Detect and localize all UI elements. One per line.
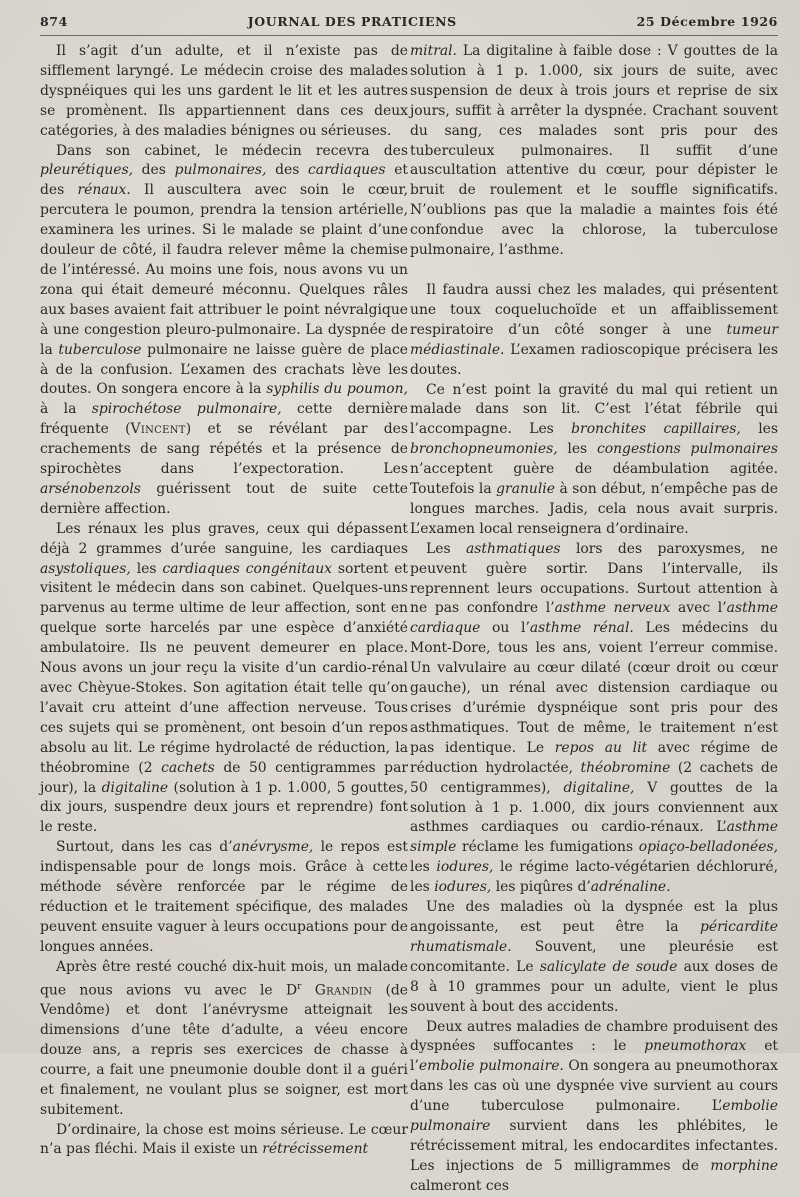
text-run: et des: [40, 162, 408, 199]
italic-term: anévrysme,: [232, 839, 314, 856]
text-run: les piqûres d’: [491, 879, 591, 896]
text-columns: [40, 42, 778, 1197]
text-run: (solution à 1 p. 1.000, 5 gouttes, dix jours, suspendre deux jours et reprendre) font le reste.: [40, 779, 408, 836]
text-run: Les médecins du Mont-Dore, tous les ans, voient l’erreur commise. Un valvulaire au cœur dilaté (cœur droit ou cœur gauche), un rénal avec distension cardiaque ou crises d’urémie dyspnéique sont pris pour des asthmatiques. Tout de même, le traitement n’est pas identique. Le: [410, 620, 778, 756]
text-run: le repos est indispensable pour de longs mois. Grâce à cette méthode sévère renforcée par le régime de réduction et le traitement spécifique, des malades peuvent ensuite vaguer à leurs occupations pour de longues années.: [40, 839, 408, 955]
italic-term: pleurétiques,: [40, 162, 133, 179]
text-run: guérissent tout de suite cette dernière affection.: [40, 480, 408, 517]
text-run: Dans son cabinet, le médecin recevra des: [56, 142, 408, 159]
italic-term: asthme cardiaque: [410, 600, 778, 637]
paragraph: [40, 520, 408, 839]
running-header: [40, 14, 778, 36]
text-run: de 50 centigrammes par jour), la: [40, 759, 408, 796]
text-run: avec régime de réduction hydrolactée,: [410, 739, 778, 776]
text-run: La digitaline à faible dose : V gouttes de la solution à 1 p. 1.000, six jours de suite, avec suspension de deux à trois jours et reprise de six jours, suffit à arrêter la dyspnée. Crachant souvent du sang, ces malades sont pris pour des tuberculeux pulmonaires. Il suffit d’une auscultation attentive du cœur, pour dépister le bruit de roulement et le souffle significatifs. N’oublions pas que la maladie a maintes fois été confondue avec la chlorose, la tuberculose pulmonaire, l’asthme.: [410, 43, 778, 259]
italic-term: embolie pulmonaire.: [418, 1058, 564, 1075]
italic-term: syphilis du poumon,: [266, 381, 408, 398]
journal-title: JOURNAL DES PRATICIENS: [247, 14, 457, 29]
issue-date: 25 Décembre 1926: [636, 14, 778, 29]
left-column: [40, 42, 408, 1197]
paragraph: [40, 1121, 408, 1161]
italic-term: salicylate de soude: [539, 958, 678, 975]
italic-term: tumeur médiastinale.: [410, 321, 778, 358]
text-run: L’examen radioscopique précisera les doutes.: [410, 341, 778, 378]
text-run: Il faudra aussi chez les malades, qui présentent une toux coqueluchoïde et un affaiblissement respiratoire d’un côté songer à une: [410, 281, 778, 338]
right-column: [410, 42, 778, 1197]
italic-term: asthme simple: [410, 819, 778, 856]
text-run: les: [410, 859, 437, 876]
italic-term: asthme nerveux: [554, 600, 671, 617]
paragraph: [410, 540, 778, 898]
page-number: 874: [40, 14, 68, 29]
text-run: Il s’agit d’un adulte, et il n’existe pas de sifflement laryngé. Le médecin croise des malades dyspnéiques qui les uns gardent le lit et les autres se promènent. Ils appartiennent dans ces deux catégories, à des maladies bénignes ou sérieuses.: [40, 43, 408, 139]
text-run: Ce n’est point la gravité du mal qui retient un malade dans son lit. C’est l’état fébrile qui l’accompagne. Les: [410, 381, 778, 438]
italic-term: tuberculose: [58, 341, 142, 358]
text-run: Surtout, dans les cas d’: [56, 839, 233, 856]
paragraph: [410, 1018, 778, 1197]
italic-term: rénaux.: [77, 182, 131, 199]
paragraph: [410, 381, 778, 540]
italic-term: cardiaques congénitaux: [162, 560, 332, 577]
italic-term: mitral.: [410, 43, 457, 59]
text-run: D’ordinaire, la chose est moins sérieuse. Le cœur n’a pas fléchi. Mais il existe un: [40, 1121, 408, 1158]
italic-term: arsénobenzols: [40, 480, 141, 497]
text-run: Les rénaux les plus graves, ceux qui dépassent déjà 2 grammes d’urée sanguine, les cardiaques: [40, 520, 408, 557]
text-run: Une des maladies où la dyspnée est la plus angoissante, est peut être la: [410, 899, 778, 935]
text-run: des: [133, 162, 175, 179]
italic-term: rétrécissement: [262, 1141, 369, 1158]
text-run: Grandin: [314, 982, 373, 999]
text-run: Après être resté couché dix-huit mois, un malade que nous avions vu avec le D: [40, 958, 408, 999]
text-run: réclame les fumigations: [456, 839, 639, 856]
italic-term: adrénaline.: [590, 879, 671, 896]
italic-term: bronchites capillaires,: [571, 421, 741, 438]
text-run: les: [130, 560, 163, 577]
paragraph: [410, 281, 778, 381]
text-run: des: [266, 162, 309, 179]
text-run: aux doses de 8 à 10 grammes pour un adulte, vient le plus souvent à bout des accidents.: [410, 958, 779, 1015]
italic-term: pulmonaires,: [174, 162, 267, 179]
text-run: les: [740, 421, 778, 438]
text-run: et l’: [410, 1038, 779, 1075]
italic-term: embolie pulmonaire: [410, 1098, 778, 1135]
text-run: r: [297, 981, 302, 992]
italic-term: digitaline: [101, 779, 169, 796]
text-run: On songera au pneumothorax dans les cas où une dyspnée vive survient au cours d’une tuberculose pulmonaire. L’: [410, 1058, 778, 1115]
text-run: Il auscultera avec soin le cœur, percutera le poumon, prendra la tension artérielle, examinera les urines. Si le malade se plaint d’une douleur de côté, il faudra relever même la chemise de l’intéressé. Au moins une fois, nous avons vu un zona qui était demeuré méconnu. Quelques râles aux bases avaient fait attribuer le point névralgique à une congestion pleuro-pulmonaire. La dyspnée de la: [40, 182, 409, 358]
text-run: n’acceptent guère de déambulation agitée. Toutefois la: [410, 461, 778, 498]
text-run: (2 cachets de 50 centigrammes),: [410, 759, 778, 796]
italic-term: iodures,: [436, 859, 494, 876]
text-run: calmeront ces: [410, 1177, 509, 1194]
text-run: (de Vendôme) et dont l’anévrysme atteignait les dimensions d’une tête d’adulte, a véeu encore douze ans, a repris ses exercices de chasse à courre, a fait une pneumonie double dont il a guéri et finalement, ne voulant plus se soigner, est mort subitement.: [40, 982, 409, 1118]
text-run: ) et se révélant par des crachements de sang répétés et la présence de spirochètes dans l’expectoration. Les: [40, 421, 408, 478]
text-run: Souvent, une pleurésie est concomitante. Le: [410, 938, 778, 975]
text-run: à son début, n’empêche pas de longues marches. Jadis, cela nous avait surpris. L’examen local renseignera d’ordinaire.: [410, 481, 778, 537]
paragraph: [410, 42, 778, 261]
text-run: lors des paroxysmes, ne peuvent guère sortir. Dans l’intervalle, ils reprennent leurs occupations. Surtout attention à ne pas confondre l’: [410, 540, 778, 617]
text-run: à la: [40, 401, 92, 418]
text-run: avec l’: [670, 600, 727, 617]
italic-term: péricardite rhumatismale.: [410, 918, 778, 955]
italic-term: granulie: [496, 481, 555, 498]
italic-term: asthme rénal.: [529, 620, 634, 637]
italic-term: pneumothorax: [644, 1038, 747, 1055]
paragraph: [40, 958, 408, 1121]
italic-term: théobromine: [580, 759, 671, 776]
text-run: V gouttes de la solution à 1 p. 1.000, dix jours conviennent aux asthmes cardiaques ou cardio-rénaux. L’: [410, 779, 778, 836]
italic-term: digitaline,: [563, 779, 635, 796]
text-run: survient dans les phlébites, le rétrécissement mitral, les endocardites infectantes. Les injections de 5 milligrammes de: [410, 1118, 778, 1174]
text-run: le régime lacto-végétarien déchloruré, les: [410, 859, 778, 896]
italic-term: cardiaques: [308, 162, 386, 179]
text-run: Deux autres maladies de chambre produisent des dyspnées suffocantes : le: [410, 1018, 778, 1055]
paragraph: [410, 898, 778, 1017]
paragraph: [40, 42, 408, 142]
italic-term: bronchopneumonies,: [410, 441, 558, 458]
text-run: Vincent: [130, 421, 186, 438]
italic-term: asystoliques,: [40, 560, 131, 577]
italic-term: congestions pulmonaires: [596, 441, 779, 458]
italic-term: opiaço-belladonées,: [638, 839, 778, 856]
italic-term: morphine: [710, 1157, 778, 1174]
italic-term: iodures,: [434, 879, 492, 896]
paragraph: [40, 142, 408, 520]
italic-term: cachets: [161, 759, 215, 776]
italic-term: repos au lit: [554, 739, 648, 756]
text-run: Les: [426, 540, 466, 557]
italic-term: asthmatiques: [465, 540, 561, 557]
text-run: [301, 982, 314, 998]
text-run: sortent et visitent le médecin dans son cabinet. Quelques-uns parvenus au terme ultime de leur affection, sont en quelque sorte harcelés par une espèce d’anxiété ambulatoire. Ils ne peuvent demeurer en place. Nous avons un jour reçu la visite d’un cardio-rénal avec Chèyue-Stokes. Son agitation était telle qu’on l’avait cru atteint d’une affection nerveuse. Tous ces sujets qui se promènent, ont besoin d’un repos absolu au lit. Le régime hydrolacté de réduction, la théobromine (2: [40, 560, 408, 776]
text-run: pulmonaire ne laisse guère de place à de la confusion. L’examen des crachats lève les doutes. On songera encore à la: [40, 341, 409, 398]
text-run: les: [557, 441, 597, 458]
italic-term: spirochétose pulmonaire,: [91, 401, 282, 418]
text-run: cette dernière fréquente (: [40, 401, 409, 438]
paragraph: [40, 838, 408, 957]
text-run: ou l’: [480, 620, 530, 637]
